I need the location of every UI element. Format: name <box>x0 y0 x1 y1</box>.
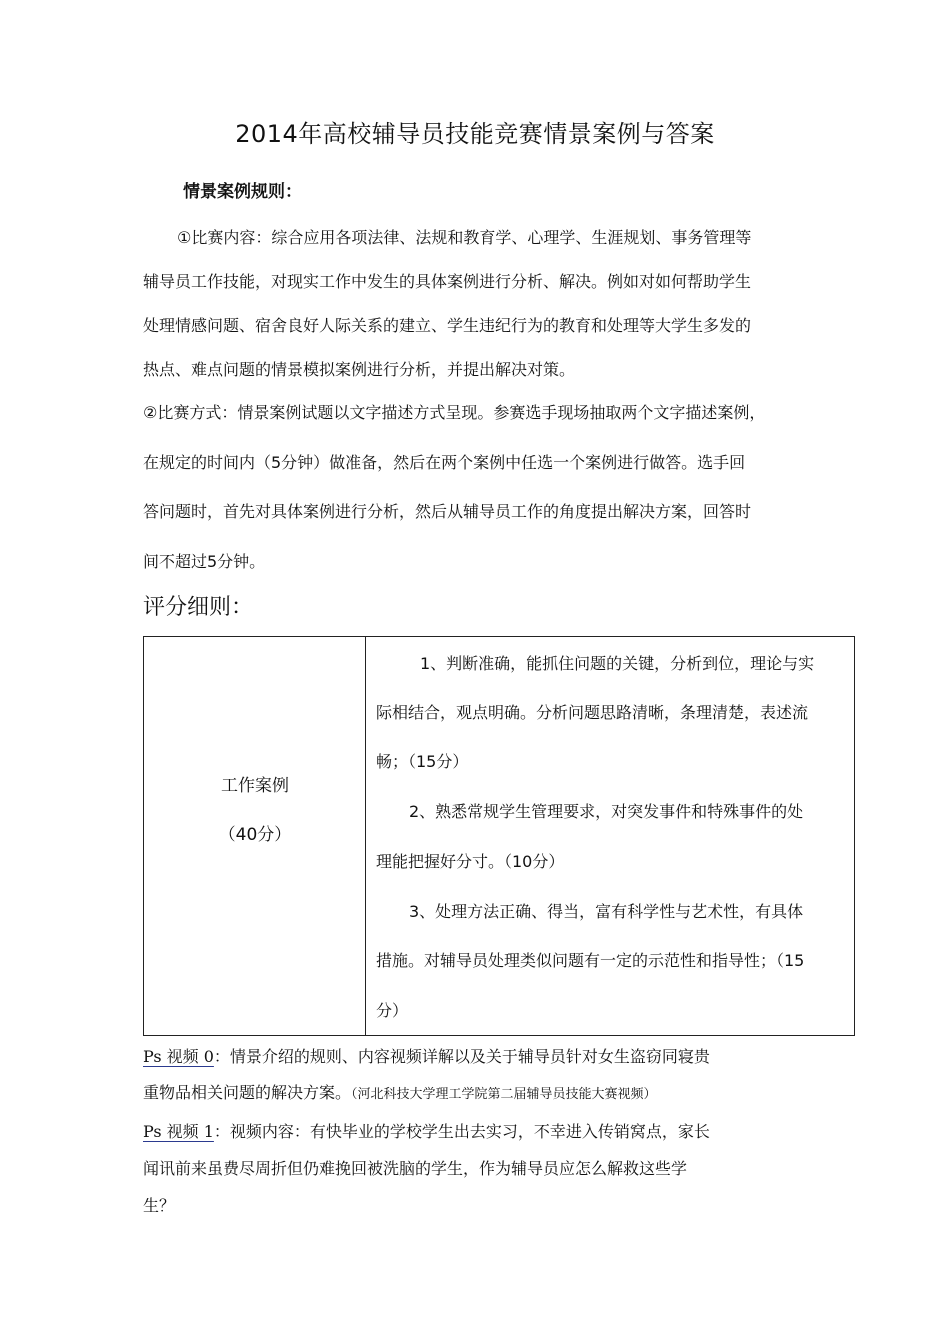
criteria-line: 畅；（15分） <box>376 752 469 771</box>
rules-line: 热点、难点问题的情景模拟案例进行分析，并提出解决对策。 <box>143 360 576 379</box>
ps-note-text: 重物品相关问题的解决方案。 <box>143 1083 352 1102</box>
rules-line: 在规定的时间内（5分钟）做准备，然后在两个案例中任选一个案例进行做答。选手回 <box>143 453 746 472</box>
document-title: 2014年高校辅导员技能竞赛情景案例与答案 <box>235 120 715 148</box>
ps-note-1-line2: 闻讯前来虽费尽周折但仍难挽回被洗脑的学生，作为辅导员应怎么解救这些学 <box>143 1159 688 1178</box>
ps-note-1-line3: 生？ <box>143 1196 176 1215</box>
ps-note-source: （河北科技大学理工学院第二届辅导员技能大赛视频） <box>351 1087 657 1102</box>
rules-line: 答问题时，首先对具体案例进行分析，然后从辅导员工作的角度提出解决方案，回答时 <box>143 502 752 521</box>
criteria-line: 3、处理方法正确、得当，富有科学性与艺术性，有具体 <box>409 902 804 921</box>
ps-video-0-link[interactable]: Ps 视频 0 <box>143 1047 214 1066</box>
criteria-line: 2、熟悉常规学生管理要求，对突发事件和特殊事件的处 <box>409 802 804 821</box>
category-label: 工作案例 <box>221 776 289 796</box>
criteria-line: 措施。对辅导员处理类似问题有一定的示范性和指导性；（15 <box>376 951 805 970</box>
ps-note-0-line2 <box>143 1080 843 1103</box>
rules-line: 处理情感问题、宿舍良好人际关系的建立、学生违纪行为的教育和处理等大学生多发的 <box>143 316 752 335</box>
scoring-table <box>143 636 855 1036</box>
category-cell <box>144 637 366 1035</box>
ps-note-1 <box>143 1119 843 1142</box>
ps-note-0 <box>143 1044 843 1067</box>
criteria-line: 分） <box>376 1001 409 1020</box>
ps-video-1-link[interactable]: Ps 视频 1 <box>143 1122 214 1141</box>
ps-note-text: ：情景介绍的规则、内容视频详解以及关于辅导员针对女生盗窃同寝贵 <box>213 1047 710 1066</box>
criteria-line: 际相结合，观点明确。分析问题思路清晰，条理清楚，表述流 <box>376 703 809 722</box>
rules-line: ②比赛方式：情景案例试题以文字描述方式呈现。参赛选手现场抽取两个文字描述案例， <box>143 403 766 422</box>
rules-line: ①比赛内容：综合应用各项法律、法规和教育学、心理学、生涯规划、事务管理等 <box>177 228 752 247</box>
rules-heading: 情景案例规则： <box>183 182 302 202</box>
ps-note-text: ：视频内容：有快毕业的学校学生出去实习，不幸进入传销窝点，家长 <box>213 1122 710 1141</box>
scoring-heading: 评分细则： <box>143 595 254 620</box>
criteria-line: 理能把握好分寸。（10分） <box>376 852 565 871</box>
category-points: （40分） <box>218 825 292 845</box>
criteria-line: 1、判断准确，能抓住问题的关键，分析到位，理论与实 <box>420 654 815 673</box>
rules-line: 间不超过5分钟。 <box>143 552 266 571</box>
rules-line: 辅导员工作技能，对现实工作中发生的具体案例进行分析、解决。例如对如何帮助学生 <box>143 272 752 291</box>
